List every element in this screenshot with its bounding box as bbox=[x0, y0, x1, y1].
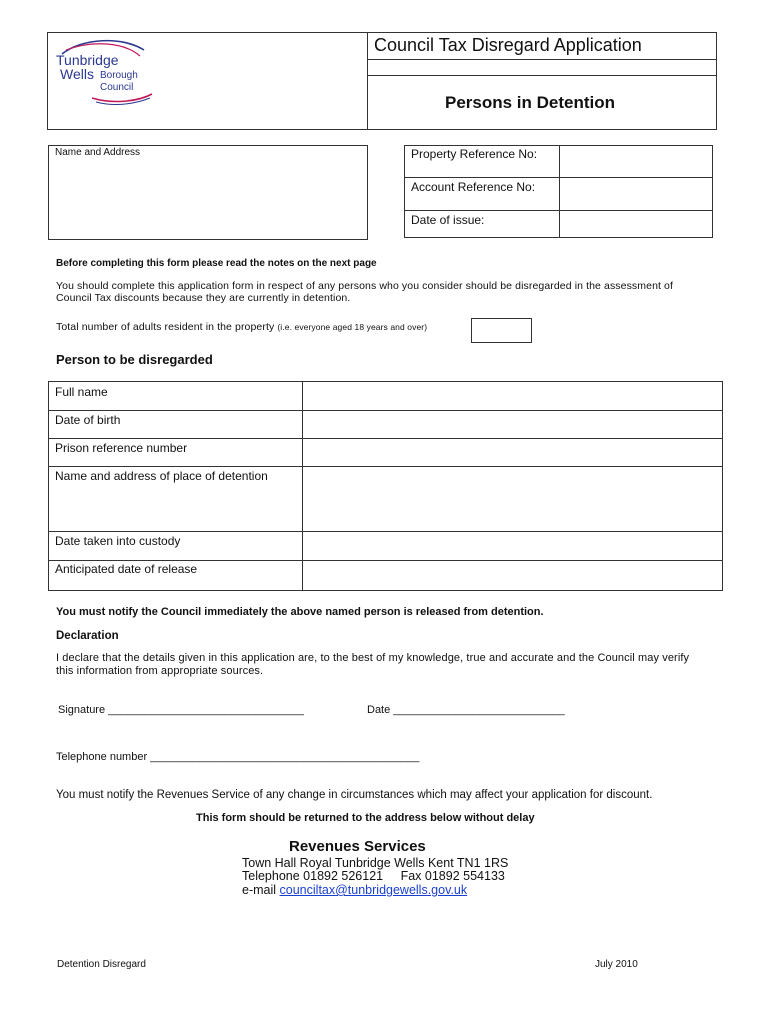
logo-line2b: Borough bbox=[100, 70, 138, 81]
read-notes-text: Before completing this form please read the notes on the next page bbox=[56, 258, 377, 269]
contact-fax: Fax 01892 554133 bbox=[400, 869, 505, 883]
return-note: This form should be returned to the address below without delay bbox=[196, 812, 535, 824]
contact-address: Town Hall Royal Tunbridge Wells Kent TN1 1RS bbox=[242, 856, 509, 870]
custody-date-field[interactable] bbox=[304, 532, 722, 559]
contact-telephone: Telephone 01892 526121 bbox=[242, 869, 384, 883]
header-divider bbox=[367, 32, 368, 130]
declaration-line1: I declare that the details given in this application are, to the best of my knowledge, true and accurate and the Council may verify bbox=[56, 652, 690, 664]
custody-date-label: Date taken into custody bbox=[55, 534, 181, 548]
footer-left: Detention Disregard bbox=[57, 959, 146, 970]
council-logo bbox=[52, 36, 162, 108]
release-date-field[interactable] bbox=[304, 561, 722, 590]
contact-email-line bbox=[242, 883, 467, 897]
date-issue-field[interactable] bbox=[561, 211, 711, 237]
dob-field[interactable] bbox=[304, 411, 722, 437]
person-heading: Person to be disregarded bbox=[56, 352, 213, 367]
contact-title: Revenues Services bbox=[289, 838, 426, 855]
signature-field[interactable]: Signature ________________________________ bbox=[58, 704, 304, 716]
notify-change-text: You must notify the Revenues Service of any change in circumstances which may affect your application for discount. bbox=[56, 789, 653, 801]
footer-right: July 2010 bbox=[595, 959, 638, 970]
intro-line2: Council Tax discounts because they are currently in detention. bbox=[56, 292, 351, 304]
telephone-field[interactable]: Telephone number ____________________________________________ bbox=[56, 751, 420, 763]
prison-ref-field[interactable] bbox=[304, 439, 722, 465]
email-label: e-mail bbox=[242, 883, 277, 897]
release-date-label: Anticipated date of release bbox=[55, 562, 198, 576]
account-ref-label: Account Reference No: bbox=[411, 180, 536, 194]
full-name-label: Full name bbox=[55, 385, 108, 399]
contact-phones bbox=[242, 869, 505, 883]
name-address-box[interactable] bbox=[48, 145, 368, 240]
form-subtitle: Persons in Detention bbox=[445, 93, 616, 112]
intro-line1: You should complete this application form in respect of any persons who you consider should be disregarded in the assessment of bbox=[56, 280, 673, 292]
declaration-heading: Declaration bbox=[56, 630, 119, 642]
date-field[interactable]: Date ____________________________ bbox=[367, 704, 565, 716]
full-name-field[interactable] bbox=[304, 382, 722, 409]
property-ref-label: Property Reference No: bbox=[411, 147, 538, 161]
detention-address-label: Name and address of place of detention bbox=[55, 469, 268, 483]
adults-label bbox=[56, 321, 427, 333]
name-address-label: Name and Address bbox=[55, 147, 141, 158]
account-ref-field[interactable] bbox=[561, 178, 711, 209]
declaration-line2: this information from appropriate sources. bbox=[56, 665, 264, 677]
header-title-rule-2 bbox=[367, 75, 717, 76]
dob-label: Date of birth bbox=[55, 413, 121, 427]
notify-release-text: You must notify the Council immediately the above named person is released from detention. bbox=[56, 606, 544, 618]
property-ref-field[interactable] bbox=[561, 146, 711, 176]
adults-hint: (i.e. everyone aged 18 years and over) bbox=[277, 322, 428, 332]
logo-line2: Wells bbox=[60, 66, 94, 82]
detention-address-field[interactable] bbox=[304, 467, 722, 530]
header-title-rule bbox=[367, 59, 717, 60]
adults-label-text: Total number of adults resident in the property bbox=[56, 321, 275, 333]
form-title: Council Tax Disregard Application bbox=[374, 35, 642, 55]
date-issue-label: Date of issue: bbox=[411, 213, 485, 227]
reference-divider bbox=[559, 145, 560, 238]
adults-count-field[interactable] bbox=[471, 318, 532, 343]
email-link[interactable]: counciltax@tunbridgewells.gov.uk bbox=[279, 883, 468, 897]
logo-line1: Tunbridge bbox=[56, 52, 119, 68]
prison-ref-label: Prison reference number bbox=[55, 441, 188, 455]
logo-line3: Council bbox=[100, 82, 134, 93]
